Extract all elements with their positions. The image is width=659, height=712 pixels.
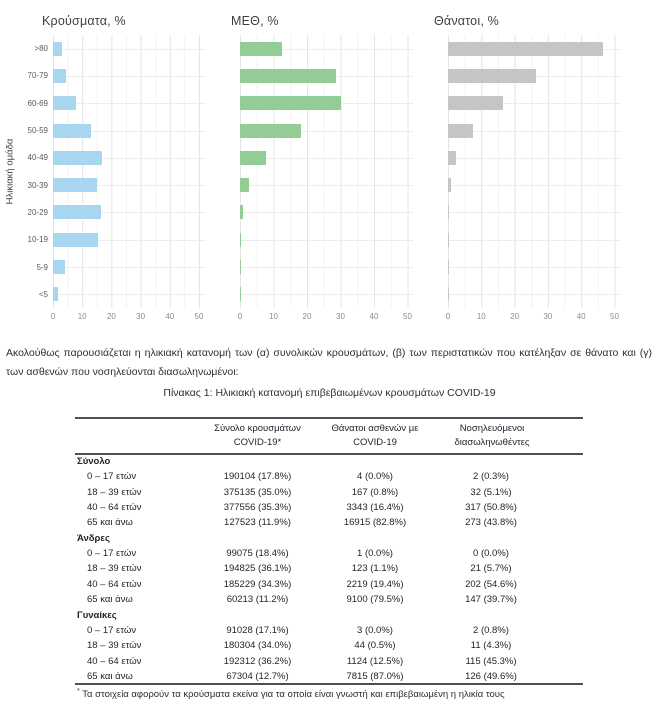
bar-70-79 (53, 69, 66, 83)
value-cell: 375135 (35.0%) (223, 486, 292, 498)
chart-row (240, 90, 413, 117)
chart-row (240, 226, 413, 253)
bar-50-59 (240, 124, 301, 138)
chart-row (53, 226, 206, 253)
bar-40-49 (240, 151, 266, 165)
bar-70-79 (448, 69, 536, 83)
bar-50-59 (448, 124, 473, 138)
section-label: Άνδρες (77, 532, 110, 544)
value-cell: 0 (0.0%) (473, 548, 509, 560)
chart-row (448, 199, 621, 226)
table-row (75, 592, 583, 607)
table-row (75, 500, 583, 515)
value-cell: 115 (45.3%) (465, 655, 517, 667)
x-tick-label: 10 (476, 312, 486, 321)
column-header-deaths: Θάνατοι ασθενών με COVID-19 (331, 423, 419, 448)
value-cell: 2 (0.3%) (473, 471, 509, 483)
footnote-text: Τα στοιχεία αφορούν τα κρούσματα εκείνα για τα οποία είναι γνωστή και επιβεβαιωμένη η ηλικία τους (82, 689, 505, 701)
table-row (75, 515, 583, 530)
x-tick-label: 0 (50, 312, 56, 321)
y-tick-label: 40-49 (27, 153, 48, 163)
value-cell: 7815 (87.0%) (346, 670, 404, 682)
bar-<5 (240, 287, 241, 301)
age-label: 40 – 64 ετών (87, 655, 142, 667)
bar-10-19 (53, 233, 98, 247)
age-label: 18 – 39 ετών (87, 563, 142, 575)
bar->80 (53, 42, 62, 56)
bar->80 (448, 42, 603, 56)
age-label: 65 και άνω (87, 670, 133, 682)
age-label: 65 και άνω (87, 517, 133, 529)
x-tick-label: 30 (336, 312, 345, 321)
x-axis-ticks-deaths (445, 312, 621, 324)
chart-panel-deaths (448, 35, 621, 308)
value-cell: 126 (49.6%) (465, 670, 517, 682)
bar-30-39 (448, 178, 451, 192)
chart-panel-cases (53, 35, 206, 308)
chart-row (448, 171, 621, 198)
x-tick-label: 0 (237, 312, 243, 321)
value-cell: 202 (54.6%) (465, 578, 517, 590)
table-footnote (77, 688, 617, 700)
bar-70-79 (240, 69, 336, 83)
chart-title-icu: ΜΕΘ, % (231, 14, 279, 28)
chart-row (240, 281, 413, 308)
table-row (75, 654, 583, 669)
x-tick-label: 40 (165, 312, 175, 321)
table-body (75, 454, 583, 685)
table-row (75, 638, 583, 653)
chart-row (240, 117, 413, 144)
y-tick-label: 5-9 (36, 262, 48, 272)
value-cell: 1124 (12.5%) (346, 655, 404, 667)
chart-row (240, 199, 413, 226)
chart-panel-icu (240, 35, 413, 308)
y-tick-label: 70-79 (27, 71, 48, 81)
value-cell: 147 (39.7%) (465, 594, 517, 606)
table-section-row (75, 607, 583, 622)
chart-row (448, 144, 621, 171)
table-row (75, 623, 583, 638)
x-tick-label: 20 (302, 312, 312, 321)
bar-40-49 (448, 151, 456, 165)
y-axis-ticks (4, 35, 48, 308)
value-cell: 67304 (12.7%) (226, 670, 289, 682)
x-tick-label: 50 (403, 312, 412, 321)
y-tick-label: 60-69 (27, 98, 48, 108)
table-row (75, 484, 583, 499)
chart-row (53, 35, 206, 62)
x-tick-label: 10 (269, 312, 278, 321)
x-tick-label: 20 (510, 312, 520, 321)
age-label: 18 – 39 ετών (87, 486, 142, 498)
column-header-empty (75, 418, 190, 454)
chart-row (53, 117, 206, 144)
value-cell: 60213 (11.2%) (226, 594, 289, 606)
bar-60-69 (53, 96, 76, 110)
column-header-cases: Σύνολο κρουσμάτων COVID-19* (214, 423, 301, 448)
chart-row (448, 253, 621, 280)
section-label: Γυναίκες (77, 609, 117, 621)
chart-row (53, 62, 206, 89)
age-label: 40 – 64 ετών (87, 578, 142, 590)
bar-20-29 (53, 205, 101, 219)
x-tick-label: 50 (194, 312, 204, 321)
bar-5-9 (53, 260, 65, 274)
chart-title-cases: Κρούσματα, % (42, 14, 126, 28)
chart-row (240, 62, 413, 89)
chart-row (53, 199, 206, 226)
value-cell: 123 (1.1%) (351, 563, 399, 575)
footnote-marker: * (77, 688, 80, 695)
bar->80 (240, 42, 282, 56)
chart-row (448, 62, 621, 89)
y-axis-label: Ηλικιακή ομάδα (4, 138, 16, 205)
x-axis-ticks-cases (50, 312, 206, 324)
chart-row (448, 281, 621, 308)
x-tick-label: 0 (445, 312, 451, 321)
section-label: Σύνολο (77, 456, 111, 468)
value-cell: 3343 (16.4%) (346, 501, 404, 513)
x-axis-ticks-icu (237, 312, 413, 324)
bar-20-29 (240, 205, 243, 219)
age-label: 0 – 17 ετών (87, 471, 137, 483)
x-tick-label: 20 (106, 312, 116, 321)
intro-paragraph: Ακολούθως παρουσιάζεται η ηλικιακή κατανομή των (α) συνολικών κρουσμάτων, (β) των περιστατικών που κατέληξαν σε θάνατο και (γ) των ασθενών που νοσηλεύονται διασωληνωμένοι: (6, 347, 652, 378)
value-cell: 11 (4.3%) (470, 640, 512, 652)
y-tick-label: 10-19 (27, 235, 48, 245)
chart-row (448, 90, 621, 117)
column-header-intubated: Νοσηλευόμενοι διασωληνωθέντες (454, 423, 530, 448)
y-tick-label: 50-59 (27, 126, 48, 136)
age-label: 18 – 39 ετών (87, 640, 142, 652)
value-cell: 185229 (34.3%) (223, 578, 292, 590)
bar-60-69 (240, 96, 341, 110)
y-tick-label: 20-29 (27, 207, 48, 217)
table-row (75, 469, 583, 484)
x-tick-label: 50 (610, 312, 619, 321)
value-cell: 44 (0.5%) (354, 640, 396, 652)
x-tick-label: 30 (136, 312, 146, 321)
value-cell: 377556 (35.3%) (223, 501, 292, 513)
bar-20-29 (448, 205, 449, 219)
y-tick-label: <5 (38, 289, 48, 299)
bar-30-39 (240, 178, 249, 192)
table-header-row (75, 418, 583, 454)
value-cell: 167 (0.8%) (351, 486, 399, 498)
bar-10-19 (240, 233, 241, 247)
bar-60-69 (448, 96, 503, 110)
value-cell: 21 (5.7%) (470, 563, 512, 575)
chart-title-deaths: Θάνατοι, % (434, 14, 499, 28)
value-cell: 273 (43.8%) (465, 517, 517, 529)
y-tick-label: >80 (34, 44, 48, 54)
value-cell: 9100 (79.5%) (346, 594, 404, 606)
bar-5-9 (240, 260, 241, 274)
age-label: 0 – 17 ετών (87, 548, 137, 560)
chart-row (448, 117, 621, 144)
value-cell: 2 (0.8%) (473, 625, 509, 637)
bar-30-39 (53, 178, 97, 192)
value-cell: 194825 (36.1%) (223, 563, 292, 575)
bar-40-49 (53, 151, 102, 165)
chart-row (53, 144, 206, 171)
value-cell: 3 (0.0%) (357, 625, 393, 637)
chart-row (53, 281, 206, 308)
value-cell: 4 (0.0%) (357, 471, 393, 483)
chart-row (53, 90, 206, 117)
chart-row (240, 171, 413, 198)
chart-row (448, 35, 621, 62)
y-tick-label: 30-39 (27, 180, 48, 190)
value-cell: 127523 (11.9%) (224, 517, 291, 529)
bar-50-59 (53, 124, 91, 138)
chart-row (240, 144, 413, 171)
chart-row (53, 253, 206, 280)
x-tick-label: 30 (543, 312, 553, 321)
value-cell: 2219 (19.4%) (346, 578, 404, 590)
chart-row (53, 171, 206, 198)
table-row (75, 546, 583, 561)
table-row (75, 561, 583, 576)
value-cell: 99075 (18.4%) (226, 548, 289, 560)
value-cell: 190104 (17.8%) (223, 471, 292, 483)
age-label: 40 – 64 ετών (87, 501, 142, 513)
data-table (75, 417, 583, 685)
value-cell: 16915 (82.8%) (343, 517, 407, 529)
chart-row (240, 253, 413, 280)
bar-<5 (53, 287, 58, 301)
value-cell: 32 (5.1%) (470, 486, 512, 498)
value-cell: 1 (0.0%) (357, 548, 393, 560)
x-tick-label: 10 (77, 312, 87, 321)
value-cell: 91028 (17.1%) (226, 625, 289, 637)
table-section-row (75, 530, 583, 545)
x-tick-label: 40 (576, 312, 586, 321)
value-cell: 317 (50.8%) (465, 501, 517, 513)
table-row (75, 577, 583, 592)
value-cell: 180304 (34.0%) (223, 640, 292, 652)
age-label: 0 – 17 ετών (87, 625, 137, 637)
table-section-row (75, 454, 583, 469)
value-cell: 192312 (36.2%) (223, 655, 292, 667)
age-label: 65 και άνω (87, 594, 133, 606)
table-row (75, 669, 583, 684)
chart-row (240, 35, 413, 62)
chart-row (448, 226, 621, 253)
x-tick-label: 40 (369, 312, 379, 321)
table-caption: Πίνακας 1: Ηλικιακή κατανομή επιβεβαιωμένων κρουσμάτων COVID-19 (163, 387, 496, 399)
